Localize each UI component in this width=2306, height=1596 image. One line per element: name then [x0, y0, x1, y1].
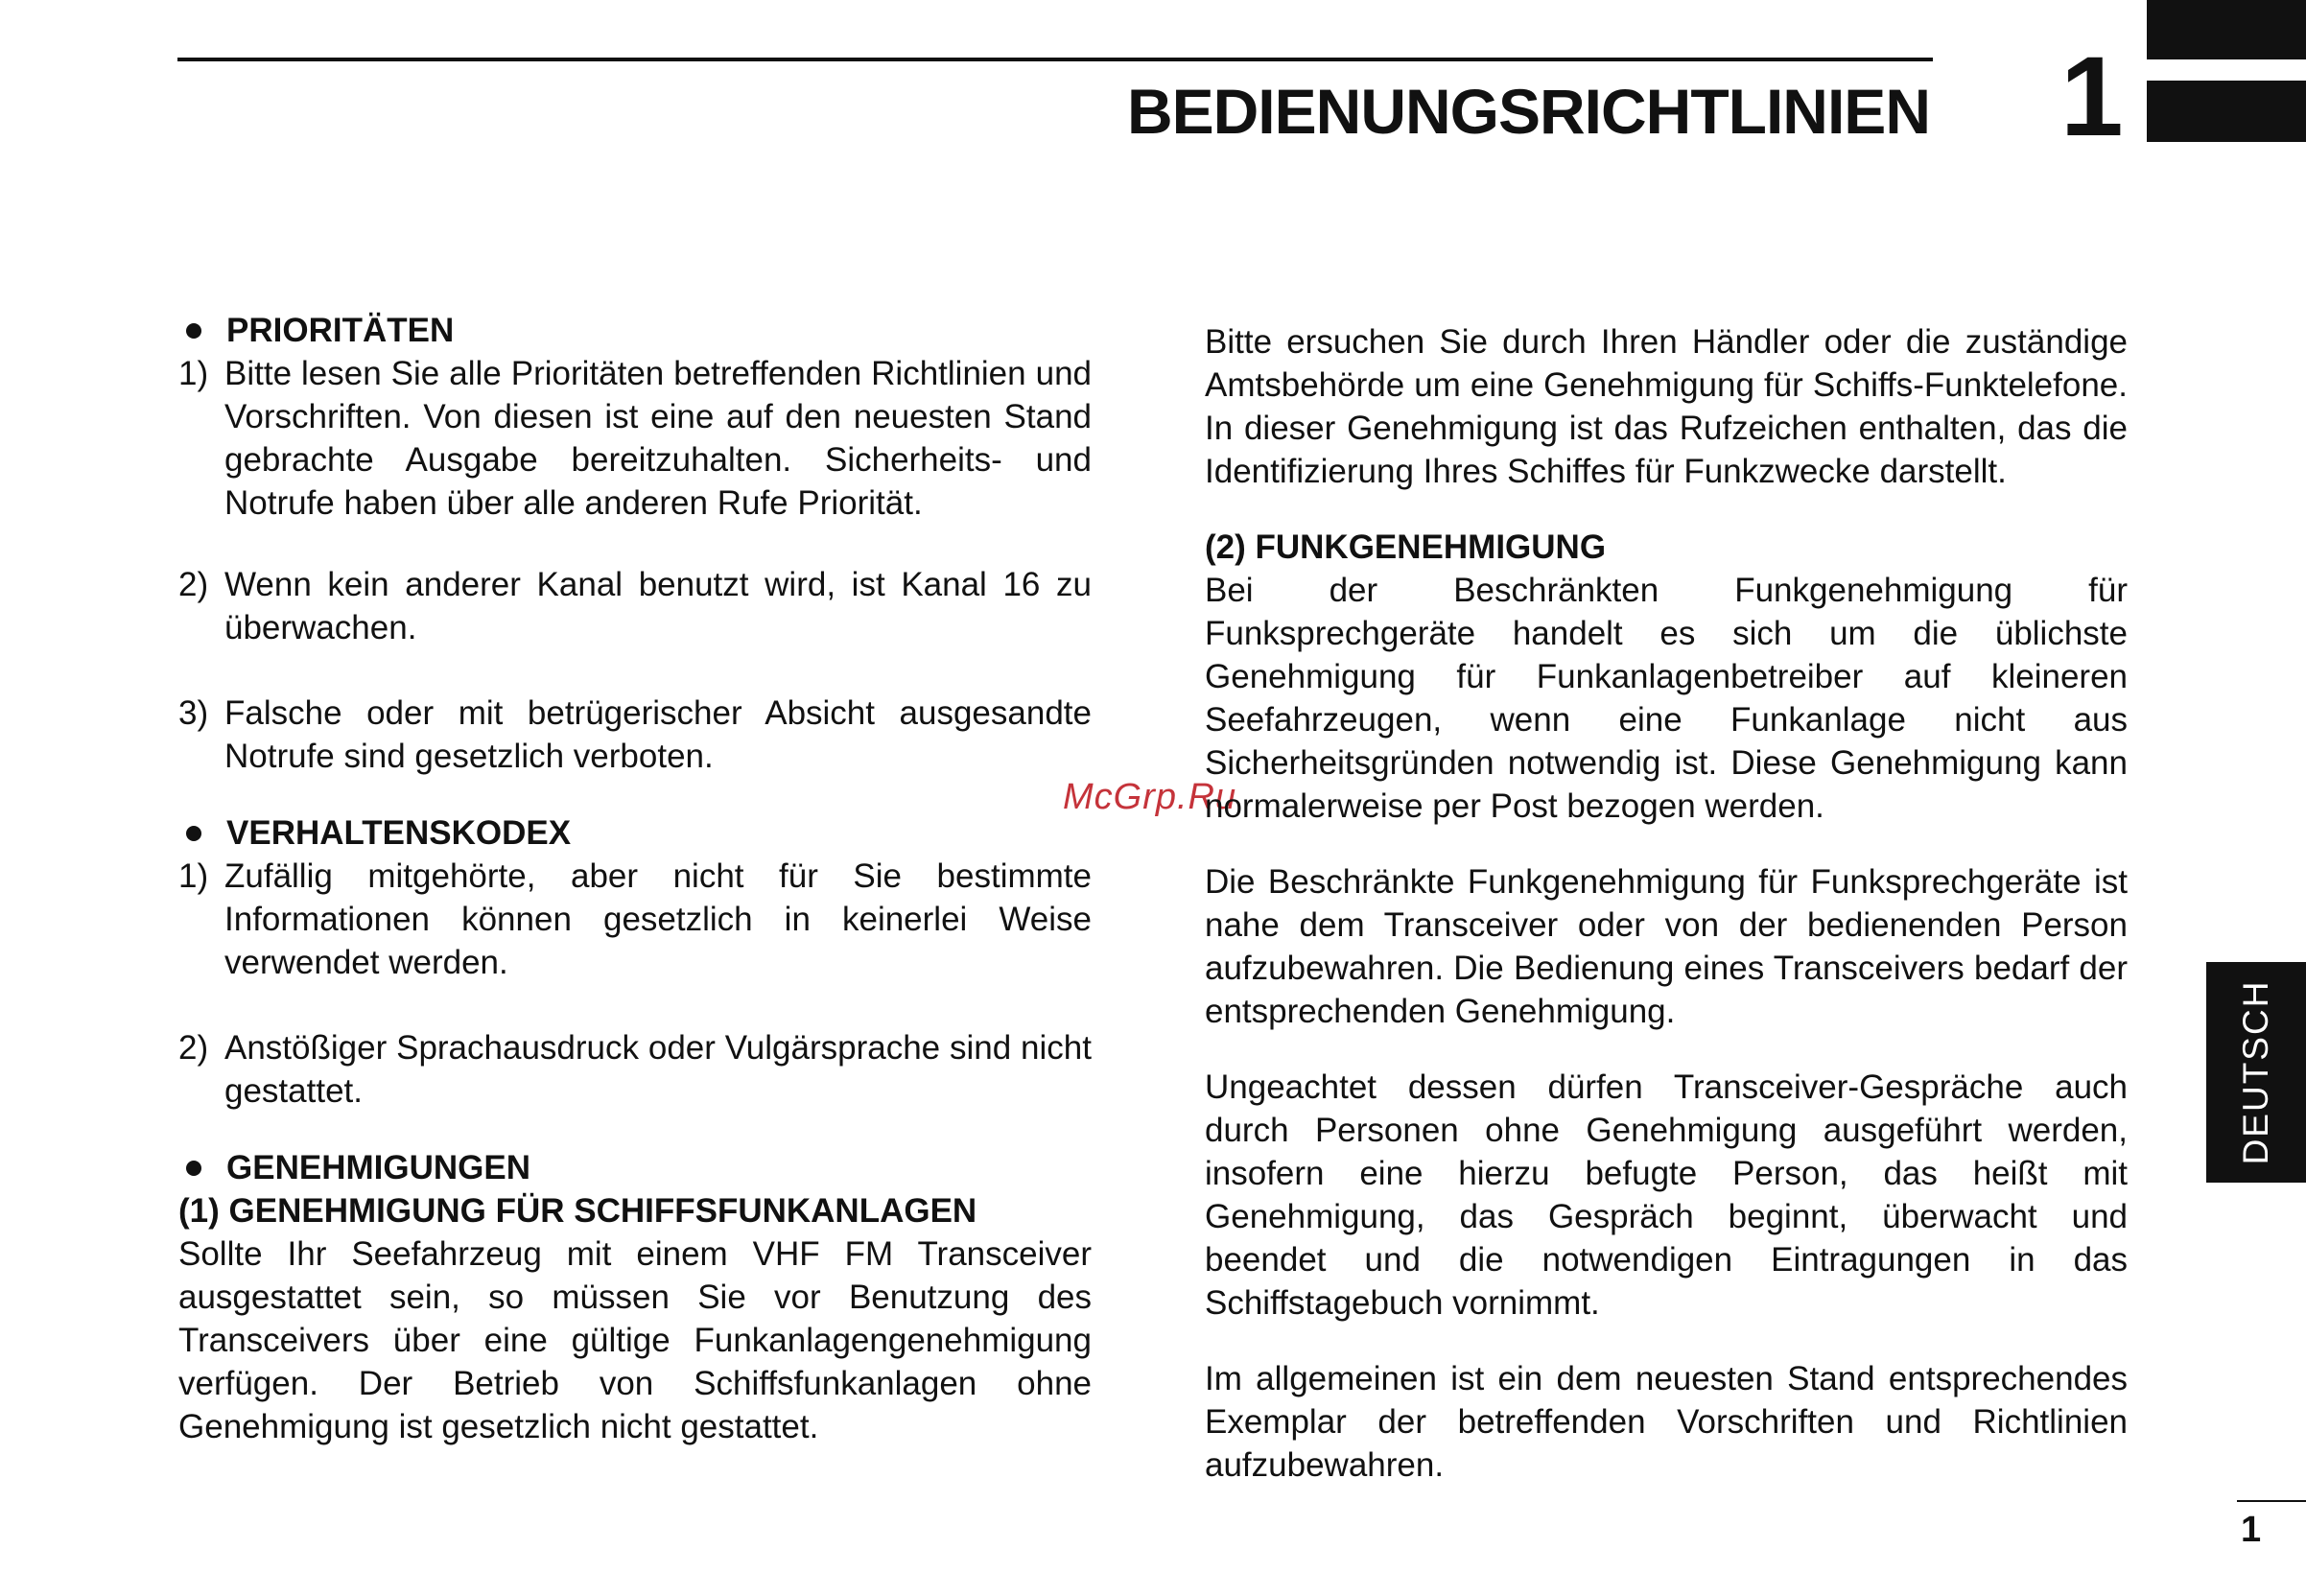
- section-heading-prioritaeten: PRIORITÄTEN: [178, 309, 1092, 352]
- paragraph: Bitte ersuchen Sie durch Ihren Händler oder die zuständige Amtsbehörde um eine Genehmigung für Schiffs-Funktelefone. In dieser Genehmigung ist das Rufzeichen enthalten, das die Identifizierung Ihres Schiffes für Funkzwecke darstellt.: [1205, 323, 2128, 490]
- chapter-number: 1: [2060, 34, 2124, 160]
- paragraph: Sollte Ihr Seefahrzeug mit einem VHF FM Transceiver ausgestattet sein, so müssen Sie vor Benutzung des Transceivers über eine gültige Funkanlagengenehmigung verfügen. Der Betrieb von Schiffsfunkanlagen ohne Genehmigung ist gesetzlich nicht gestattet.: [178, 1235, 1092, 1445]
- paragraph: Die Beschränkte Funkgenehmigung für Funksprechgeräte ist nahe dem Transceiver oder von der bedienenden Person aufzubewahren. Die Bedienung eines Transceivers bedarf der entsprechenden Genehmigung.: [1205, 863, 2128, 1030]
- list-item: 2) Wenn kein anderer Kanal benutzt wird, ist Kanal 16 zu überwachen.: [178, 566, 1092, 646]
- paragraph: Im allgemeinen ist ein dem neuesten Stand entsprechendes Exemplar der betreffenden Vorschriften und Richtlinien aufzubewahren.: [1205, 1360, 2128, 1484]
- bullet-icon: [186, 323, 201, 339]
- left-column: [178, 309, 1092, 1448]
- page-number: 1: [2241, 1510, 2262, 1550]
- paragraph: Bei der Beschränkten Funkgenehmigung für Funksprechgeräte handelt es sich um die üblichste Genehmigung für Funkanlagenbetreiber auf kleineren Seefahrzeugen, wenn eine Funkanlage nicht aus Sicherheitsgründen notwendig ist. Diese Genehmigung kann normalerweise per Post bezogen werden.: [1205, 572, 2128, 825]
- page-number-rule: [2237, 1500, 2306, 1502]
- chapter-tab-marker: [2147, 81, 2306, 142]
- right-column: [1205, 320, 2128, 1487]
- section-heading-verhaltenskodex: VERHALTENSKODEX: [178, 811, 1092, 855]
- watermark: McGrp.Ru: [1063, 777, 1237, 817]
- list-item: 3) Falsche oder mit betrügerischer Absicht ausgesandte Notrufe sind gesetzlich verboten.: [178, 694, 1092, 775]
- subsection-heading: (2) FUNKGENEHMIGUNG: [1205, 528, 1607, 566]
- chapter-tab-top: [2147, 0, 2306, 59]
- subsection-heading: (1) GENEHMIGUNG FÜR SCHIFFSFUNKANLAGEN: [178, 1192, 977, 1230]
- paragraph: Ungeachtet dessen dürfen Transceiver-Gespräche auch durch Personen ohne Genehmigung ausgeführt werden, insofern eine hierzu befugte Person, das heißt mit Genehmigung, das Gespräch beginnt, überwacht und beendet und die notwendigen Eintragungen in das Schiffstagebuch vornimmt.: [1205, 1068, 2128, 1322]
- list-item: 1) Bitte lesen Sie alle Prioritäten betreffenden Richtlinien und Vorschriften. Von diesen ist eine auf den neuesten Stand gebrachte Ausgabe bereitzuhalten. Sicherheits- und Notrufe haben über alle anderen Rufe Priorität.: [178, 355, 1092, 522]
- page-title: BEDIENUNGSRICHTLINIEN: [1126, 76, 1930, 147]
- bullet-icon: [186, 826, 201, 841]
- bullet-icon: [186, 1161, 201, 1176]
- header-rule: [177, 58, 1933, 61]
- list-item: 2) Anstößiger Sprachausdruck oder Vulgärsprache sind nicht gestattet.: [178, 1029, 1092, 1110]
- section-heading-genehmigungen: GENEHMIGUNGEN: [178, 1146, 1092, 1189]
- list-item: 1) Zufällig mitgehörte, aber nicht für Sie bestimmte Informationen können gesetzlich in keinerlei Weise verwendet werden.: [178, 857, 1092, 981]
- language-tab-label: DEUTSCH: [2236, 979, 2275, 1165]
